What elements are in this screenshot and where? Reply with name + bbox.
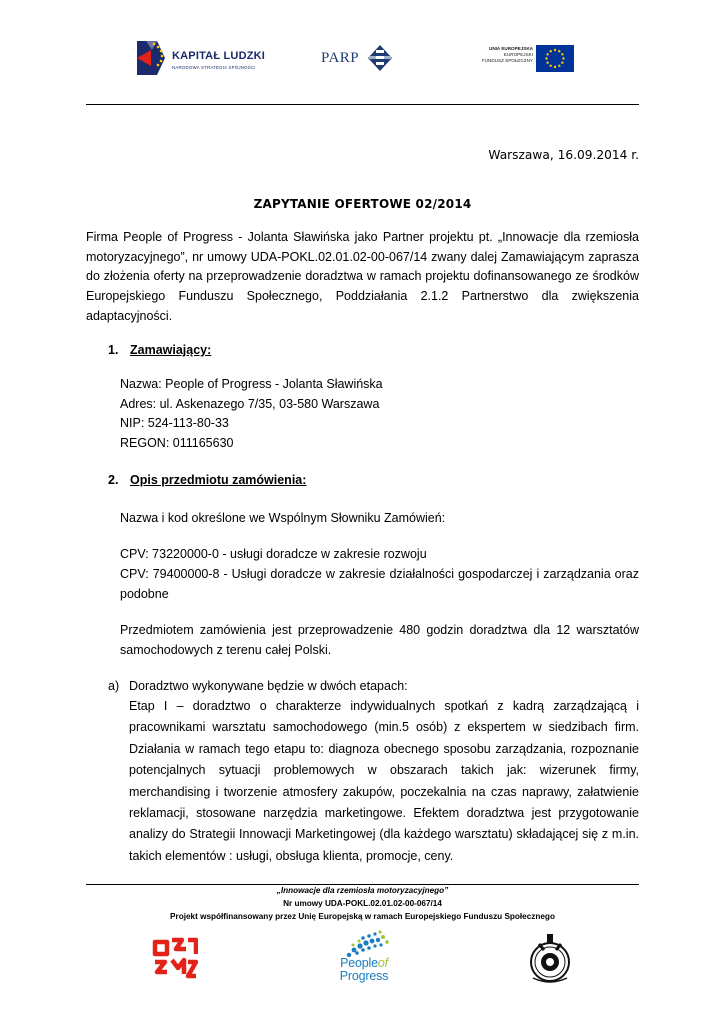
cpv-intro-text: Nazwa i kod określone we Wspólnym Słowniku Zamówień: [120, 511, 446, 525]
kapital-ludzki-name: KAPITAŁ LUDZKI [172, 50, 266, 62]
cpv-code-2: CPV: 79400000-8 - Usługi doradcze w zakresie działalności gospodarczej i zarządzania oraz podobne [120, 567, 639, 601]
document-title: ZAPYTANIE OFERTOWE 02/2014 [253, 197, 472, 211]
section-2-number: 2. [108, 473, 119, 487]
contractor-regon: REGON: 011165630 [120, 436, 234, 451]
kapital-ludzki-logo [135, 38, 266, 80]
item-a-text: Doradztwo wykonywane będzie w dwóch etapach: [129, 679, 408, 693]
mechanics-guild-logo-icon [527, 934, 573, 984]
parp-logo-text: PARP [321, 50, 360, 66]
izba-rzemieslnicza-logo-icon [152, 936, 198, 984]
document-date: Warszawa, 16.09.2014 r. [488, 148, 639, 162]
contractor-name: Nazwa: People of Progress - Jolanta Sławińska [120, 377, 383, 391]
kapital-ludzki-subtitle: NARODOWA STRATEGIA SPÓJNOŚCI [172, 65, 256, 70]
intro-paragraph: Firma People of Progress - Jolanta Sławińska jako Partner projektu pt. „Innowacje dla rzemiosła motoryzacyjnego”, nr umowy UDA-POKL.02.01.02-00-067/14 zwany dalej Zamawiającym zaprasza do złożenia oferty na przeprowadzenie doradztwa w ramach projektu dofinansowanego ze środków Europejskiego Funduszu Społecznego, Poddziałania 2.1.2 Partnerstwo dla zwiększenia adaptacyjności. [86, 230, 639, 323]
contractor-details [120, 375, 639, 454]
people-of-progress-of: of [377, 956, 388, 970]
people-of-progress-word1: Peopleof [340, 956, 388, 970]
footer-contract-number: Nr umowy UDA-POKL.02.01.02-00-067/14 [283, 899, 442, 908]
header-divider [86, 104, 639, 105]
people-of-progress-dots-icon [333, 929, 395, 959]
etap-1-paragraph: Etap I – doradztwo o charakterze indywidualnych spotkań z kadrą zarządzającą i pracownikami warsztatu samochodowego (min.5 osób) z ekspertem w siedzibach firm. Działania w ramach tego etapu to: diagnoza obecnego sposobu zarządzania, rozpoznanie potencjalnych sytuacji problemowych w obszarach takich jak: wizerunek firmy, merchandising i tworzenie atmosfery zakupów, poczekalnia na czas naprawy, załatwienie reklamacji, stosowane narzędzia marketingowe. Efektem doradztwa jest przygotowanie analizy do Strategii Innowacji Marketingowej (dla każdego warsztatu) składającej się z m.in. takich elementów : usługi, obsługa klienta, promocje, ceny. [129, 699, 639, 863]
section-2-title: Opis przedmiotu zamówienia: [130, 473, 307, 487]
eu-logo-line3: FUNDUSZ SPOŁECZNY [481, 58, 533, 63]
cpv-code-1: CPV: 73220000-0 - usługi doradcze w zakresie rozwoju [120, 547, 427, 561]
eu-logo-line1: UNIA EUROPEJSKA [489, 46, 533, 51]
cpv-intro [120, 509, 639, 529]
section-1-number: 1. [108, 343, 119, 357]
footer-project-title: „Innowacje dla rzemiosła motoryzacyjnego” [276, 886, 449, 895]
section-1-title: Zamawiający: [130, 343, 212, 357]
kapital-ludzki-emblem-icon [135, 38, 169, 78]
contractor-address: Adres: ul. Askenazego 7/35, 03-580 Warszawa [120, 396, 380, 411]
eu-flag-icon [536, 45, 574, 72]
eu-logo-label [480, 46, 533, 64]
contractor-nip: NIP: 524-113-80-33 [120, 416, 229, 431]
eu-logo [480, 43, 575, 75]
footer-cofinance-note: Projekt współfinansowany przez Unię Europejską w ramach Europejskiego Funduszu Społecznego [170, 912, 555, 921]
eu-logo-line2: EUROPEJSKI [503, 52, 533, 57]
cpv-codes [120, 545, 639, 565]
item-a-label: a) [108, 679, 120, 693]
people-of-progress-logo [333, 929, 395, 989]
footer-divider [86, 884, 639, 885]
parp-emblem-icon [367, 44, 393, 72]
parp-logo [321, 42, 396, 76]
people-of-progress-word2: Progress [339, 969, 389, 983]
subject-paragraph: Przedmiotem zamówienia jest przeprowadzenie 480 godzin doradztwa dla 12 warsztatów samochodowych z terenu całej Polski. [120, 623, 639, 657]
